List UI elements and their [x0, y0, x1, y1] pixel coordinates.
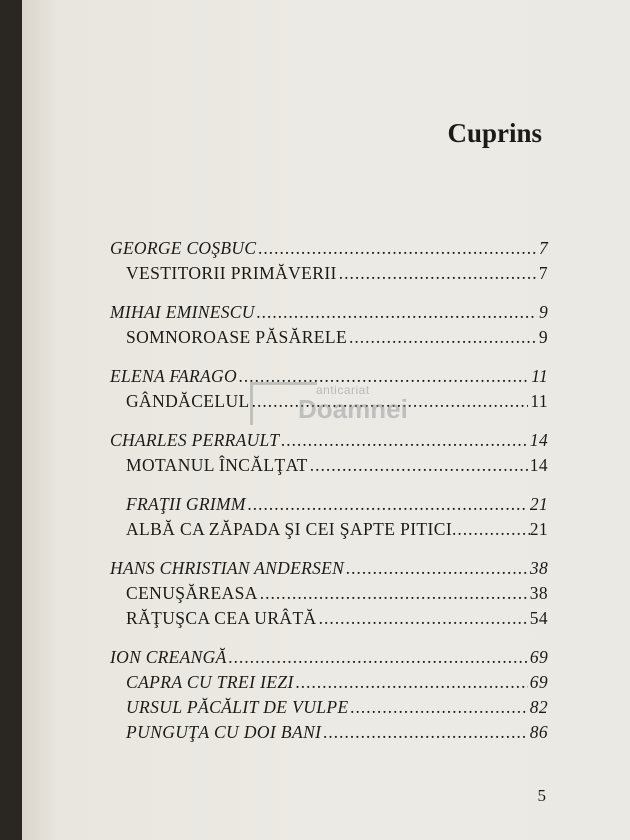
dot-leader: [339, 261, 537, 286]
toc-work-entry[interactable]: [110, 453, 548, 478]
dot-leader: [258, 236, 537, 261]
page-ref: 9: [538, 327, 548, 347]
work-title: ALBĂ CA ZĂPADA ŞI CEI ŞAPTE PITICI: [126, 519, 453, 539]
toc-work-entry[interactable]: [110, 325, 548, 350]
toc-group: [110, 645, 548, 745]
toc-group: [110, 556, 548, 631]
toc-group: [110, 492, 548, 542]
work-title: PUNGUŢA CU DOI BANI: [126, 722, 322, 742]
dot-leader: [346, 556, 528, 581]
toc-work-entry[interactable]: [110, 720, 548, 745]
author-name: MIHAI EMINESCU: [110, 302, 255, 322]
author-name: ION CREANGĂ: [110, 647, 227, 667]
table-of-contents: [110, 236, 548, 759]
page-ref: 9: [538, 302, 548, 322]
dot-leader: [349, 325, 537, 350]
watermark-small-text: anticariat: [316, 383, 370, 397]
author-name: HANS CHRISTIAN ANDERSEN: [110, 558, 345, 578]
book-page: [22, 0, 630, 840]
page-ref: 7: [538, 263, 548, 283]
work-title: SOMNOROASE PĂSĂRELE: [126, 327, 348, 347]
work-title: VESTITORII PRIMĂVERII: [126, 263, 337, 283]
page-ref: 38: [529, 558, 548, 578]
page-ref: 86: [529, 722, 548, 742]
page-ref: 21: [529, 519, 548, 539]
toc-work-entry[interactable]: [110, 581, 548, 606]
toc-work-entry[interactable]: [110, 261, 548, 286]
page-ref: 69: [529, 647, 548, 667]
work-title: MOTANUL ÎNCĂLŢAT: [126, 455, 308, 475]
page-title: Cuprins: [447, 118, 542, 148]
work-title: CENUŞĂREASA: [126, 583, 258, 603]
toc-group: [110, 300, 548, 350]
dot-leader: [310, 453, 528, 478]
dot-leader: [229, 645, 528, 670]
toc-work-entry[interactable]: [110, 517, 548, 542]
page-ref: 14: [529, 455, 548, 475]
page-ref: 21: [529, 494, 548, 514]
show-through-text: [302, 10, 306, 27]
dot-leader: [319, 606, 528, 631]
author-name: ELENA FARAGO: [110, 366, 237, 386]
page-ref: 69: [529, 672, 548, 692]
work-title: URSUL PĂCĂLIT DE VULPE: [126, 697, 349, 717]
watermark-logo: [250, 382, 430, 432]
author-name: FRAŢII GRIMM: [126, 494, 246, 514]
toc-work-entry[interactable]: [110, 606, 548, 631]
toc-group: [110, 428, 548, 478]
watermark-main-text: Doamnei: [298, 394, 408, 424]
toc-author-entry[interactable]: [110, 492, 548, 517]
page-ref: 11: [531, 366, 548, 386]
toc-work-entry[interactable]: [110, 695, 548, 720]
page-ref: 82: [529, 697, 548, 717]
toc-author-entry[interactable]: [110, 236, 548, 261]
work-title: RĂŢUŞCA CEA URÂTĂ: [126, 608, 317, 628]
dot-leader: [257, 300, 537, 325]
work-title: CAPRA CU TREI IEZI: [126, 672, 294, 692]
author-name: GEORGE COŞBUC: [110, 238, 257, 258]
work-title: GÂNDĂCELUL: [126, 391, 250, 411]
dot-leader: [323, 720, 527, 745]
page-ref: 11: [530, 391, 548, 411]
author-name: CHARLES PERRAULT: [110, 430, 280, 450]
page-ref: 38: [529, 583, 548, 603]
toc-author-entry[interactable]: [110, 300, 548, 325]
page-ref: 14: [529, 430, 548, 450]
dot-leader: [452, 517, 530, 542]
page-number: 5: [537, 786, 546, 805]
page-ref: 54: [529, 608, 548, 628]
page-ref: 7: [538, 238, 548, 258]
toc-author-entry[interactable]: [110, 645, 548, 670]
dot-leader: [296, 670, 528, 695]
dot-leader: [248, 492, 528, 517]
dot-leader: [351, 695, 528, 720]
toc-author-entry[interactable]: [110, 556, 548, 581]
toc-work-entry[interactable]: [110, 670, 548, 695]
toc-group: [110, 236, 548, 286]
dot-leader: [260, 581, 528, 606]
